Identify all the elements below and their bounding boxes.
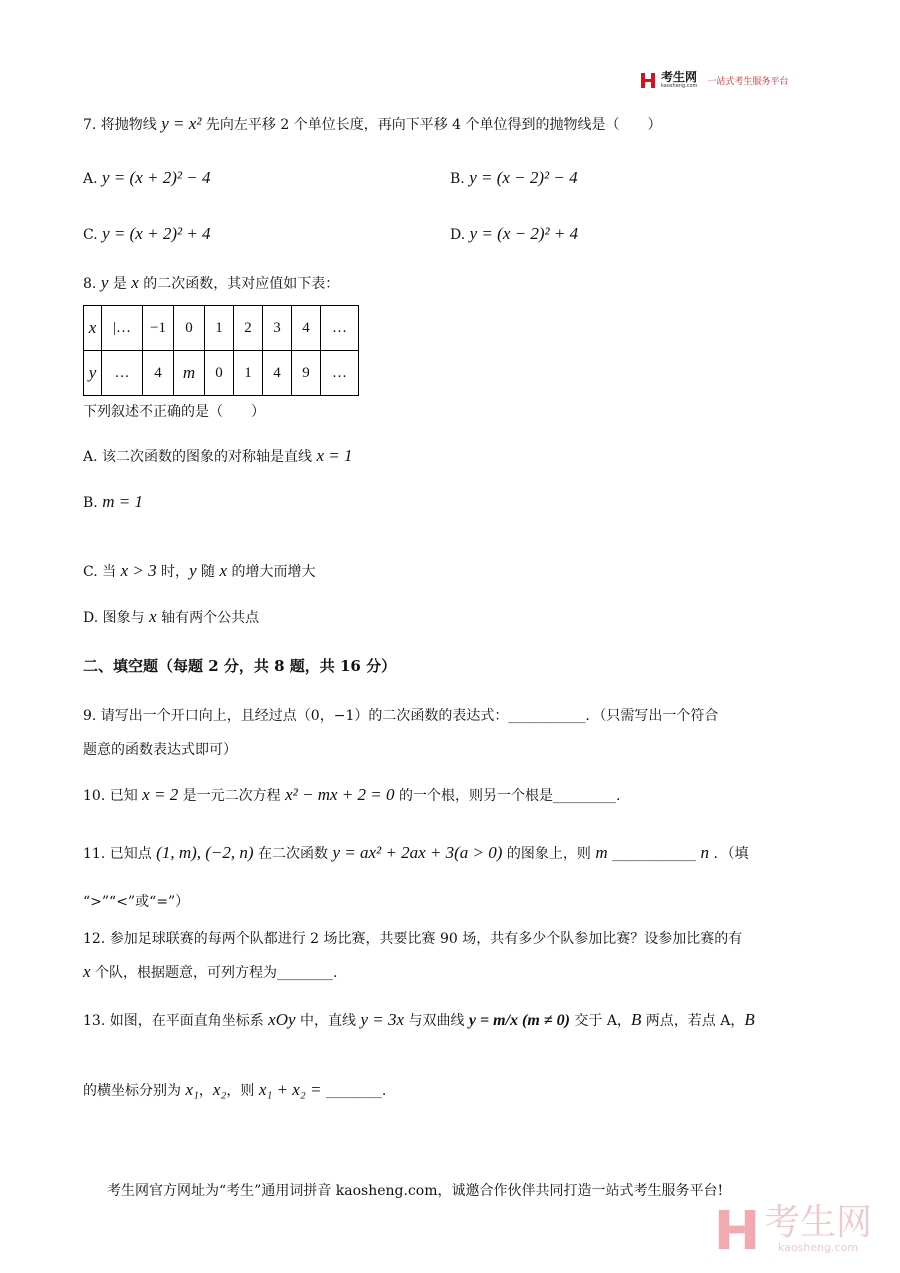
- math-expression: x² − mx + 2 = 0: [285, 785, 395, 804]
- text-segment: 中，直线: [295, 1013, 361, 1029]
- text-segment: 两点，若点 A，: [641, 1013, 745, 1029]
- text-line: [83, 224, 211, 244]
- math-expression: x: [219, 561, 228, 580]
- math-expression: B: [744, 1010, 755, 1029]
- text-line: [83, 561, 316, 581]
- math-expression: m = 1: [102, 492, 143, 511]
- text-line: [83, 739, 237, 759]
- text-segment: A. 该二次函数的图象的对称轴是直线: [83, 449, 317, 465]
- text-line: [83, 705, 718, 725]
- text-segment: 与双曲线: [404, 1013, 469, 1029]
- slogan: 一站式考生服务平台: [707, 77, 789, 87]
- text-segment: ，则: [226, 1083, 259, 1099]
- math-expression: y: [189, 561, 197, 580]
- text-segment: 12. 参加足球联赛的每两个队都进行 2 场比赛，共要比赛 90 场，共有多少个队参加比赛？设参加比赛的有: [83, 931, 743, 947]
- table-cell: 1: [234, 351, 263, 396]
- table-row: [84, 306, 359, 351]
- math-expression: x = 2: [142, 785, 179, 804]
- watermark: [716, 1202, 873, 1254]
- math-expression: n: [700, 843, 710, 862]
- text-segment: 个队，根据题意，可列方程为________.: [90, 965, 338, 981]
- text-segment: D.: [450, 227, 470, 243]
- text-line: [83, 655, 396, 676]
- text-line: [450, 224, 578, 244]
- table-cell: y: [84, 351, 102, 396]
- text-segment: 随: [196, 564, 220, 580]
- math-expression: x: [83, 962, 91, 981]
- table-cell: …: [321, 306, 359, 351]
- text-segment: 是: [108, 276, 132, 292]
- text-segment: “>”“<”或“=”）: [83, 894, 190, 910]
- math-expression: y = (x + 2)² − 4: [102, 168, 211, 187]
- text-segment: C. 当: [83, 564, 121, 580]
- text-segment: D. 图象与: [83, 610, 150, 626]
- text-segment: 的一个根，则另一个根是_________.: [394, 788, 621, 804]
- math-expression: y = (x − 2)² + 4: [469, 224, 579, 243]
- table-cell: m: [174, 351, 205, 396]
- table-cell: x: [84, 306, 102, 351]
- text-segment: ．（填: [709, 846, 749, 862]
- text-segment: 13. 如图，在平面直角坐标系: [83, 1013, 269, 1029]
- math-expression: y = (x − 2)² − 4: [469, 168, 578, 187]
- logo-name: 考生网: [661, 70, 698, 84]
- math-expression: y = 3x: [360, 1010, 405, 1029]
- math-expression: (1, m), (−2, n): [156, 843, 254, 862]
- math-expression: y = (x + 2)² + 4: [102, 224, 211, 243]
- text-segment: 考生网官方网址为“考生”通用词拼音 kaosheng.com，诚邀合作伙伴共同打造一站式考生服务平台!: [107, 1183, 724, 1199]
- watermark-url: kaosheng.com: [777, 1241, 859, 1254]
- text-line: [450, 168, 578, 188]
- text-line: [83, 843, 748, 863]
- math-expression: x₁: [185, 1080, 199, 1099]
- math-expression: x > 3: [120, 561, 157, 580]
- table-cell: 3: [263, 306, 292, 351]
- text-line: [83, 273, 339, 293]
- text-segment: ____________: [607, 846, 701, 862]
- math-expression: xOy: [268, 1010, 296, 1029]
- text-line: [107, 1180, 723, 1200]
- text-line: [83, 401, 265, 421]
- text-segment: 10. 已知: [83, 788, 143, 804]
- table-cell: 0: [205, 351, 234, 396]
- text-segment: 下列叙述不正确的是（ ）: [83, 404, 265, 420]
- text-line: [83, 891, 189, 911]
- text-segment: 交于 A，: [569, 1013, 631, 1029]
- math-expression: y = m/x (m ≠ 0): [468, 1012, 570, 1029]
- logo-url: kaosheng.com: [661, 83, 698, 89]
- table-cell: …: [321, 351, 359, 396]
- text-segment: 题意的函数表达式即可）: [83, 742, 237, 758]
- table-cell: …: [102, 351, 143, 396]
- text-line: [83, 607, 259, 627]
- table-cell: |…: [102, 306, 143, 351]
- text-line: [83, 492, 143, 512]
- table-cell: 1: [205, 306, 234, 351]
- table-cell: 9: [292, 351, 321, 396]
- text-line: [83, 962, 337, 982]
- table-cell: 4: [263, 351, 292, 396]
- text-line: [83, 1010, 755, 1030]
- table-cell: 2: [234, 306, 263, 351]
- text-segment: 9. 请写出一个开口向上，且经过点（0，−1）的二次函数的表达式：___________．（只需写出一个符合: [83, 708, 719, 724]
- logo-icon: [641, 73, 655, 88]
- text-segment: 在二次函数: [253, 846, 333, 862]
- text-segment: 轴有两个公共点: [156, 610, 260, 626]
- math-expression: y = ax² + 2ax + 3(a > 0): [332, 843, 503, 862]
- text-segment: B.: [83, 495, 103, 511]
- math-expression: x = 1: [316, 446, 353, 465]
- section-heading: 二、填空题（每题 2 分，共 8 题，共 16 分）: [83, 657, 397, 675]
- text-line: [83, 168, 210, 188]
- text-segment: 8.: [83, 276, 101, 292]
- text-segment: C.: [83, 227, 103, 243]
- math-expression: x: [131, 273, 139, 292]
- math-expression: B: [630, 1010, 642, 1029]
- text-line: [83, 446, 353, 466]
- text-segment: 先向左平移 2 个单位长度，再向下平移 4 个单位得到的抛物线是（ ）: [201, 117, 662, 133]
- text-segment: 是一元二次方程: [178, 788, 286, 804]
- text-segment: 7. 将抛物线: [83, 117, 162, 133]
- watermark-logo-icon: [719, 1210, 755, 1249]
- table-cell: 4: [292, 306, 321, 351]
- math-expression: y: [100, 273, 109, 292]
- text-segment: B.: [450, 171, 470, 187]
- text-segment: ________.: [321, 1083, 387, 1099]
- math-expression: x: [149, 607, 157, 626]
- text-segment: 11. 已知点: [83, 846, 157, 862]
- site-logo: [641, 72, 788, 89]
- text-segment: 的横坐标分别为: [83, 1083, 186, 1099]
- watermark-name: 考生网: [764, 1202, 873, 1243]
- math-expression: x₂: [212, 1080, 227, 1099]
- text-line: [83, 114, 662, 134]
- text-segment: 时，: [156, 564, 190, 580]
- text-segment: A.: [83, 171, 103, 187]
- text-line: [83, 785, 620, 805]
- text-segment: ，: [198, 1083, 213, 1099]
- table-cell: −1: [143, 306, 174, 351]
- math-expression: y = x²: [161, 114, 202, 133]
- math-expression: m: [595, 843, 608, 862]
- math-expression: x₁ + x₂ =: [258, 1080, 322, 1099]
- table-cell: 4: [143, 351, 174, 396]
- text-segment: 的图象上，则: [502, 846, 596, 862]
- table-cell: 0: [174, 306, 205, 351]
- value-table: [83, 305, 359, 396]
- text-segment: 的增大而增大: [227, 564, 316, 580]
- text-line: [83, 1080, 386, 1100]
- text-line: [83, 928, 742, 948]
- table-row: [84, 351, 359, 396]
- text-segment: 的二次函数，其对应值如下表：: [138, 276, 340, 292]
